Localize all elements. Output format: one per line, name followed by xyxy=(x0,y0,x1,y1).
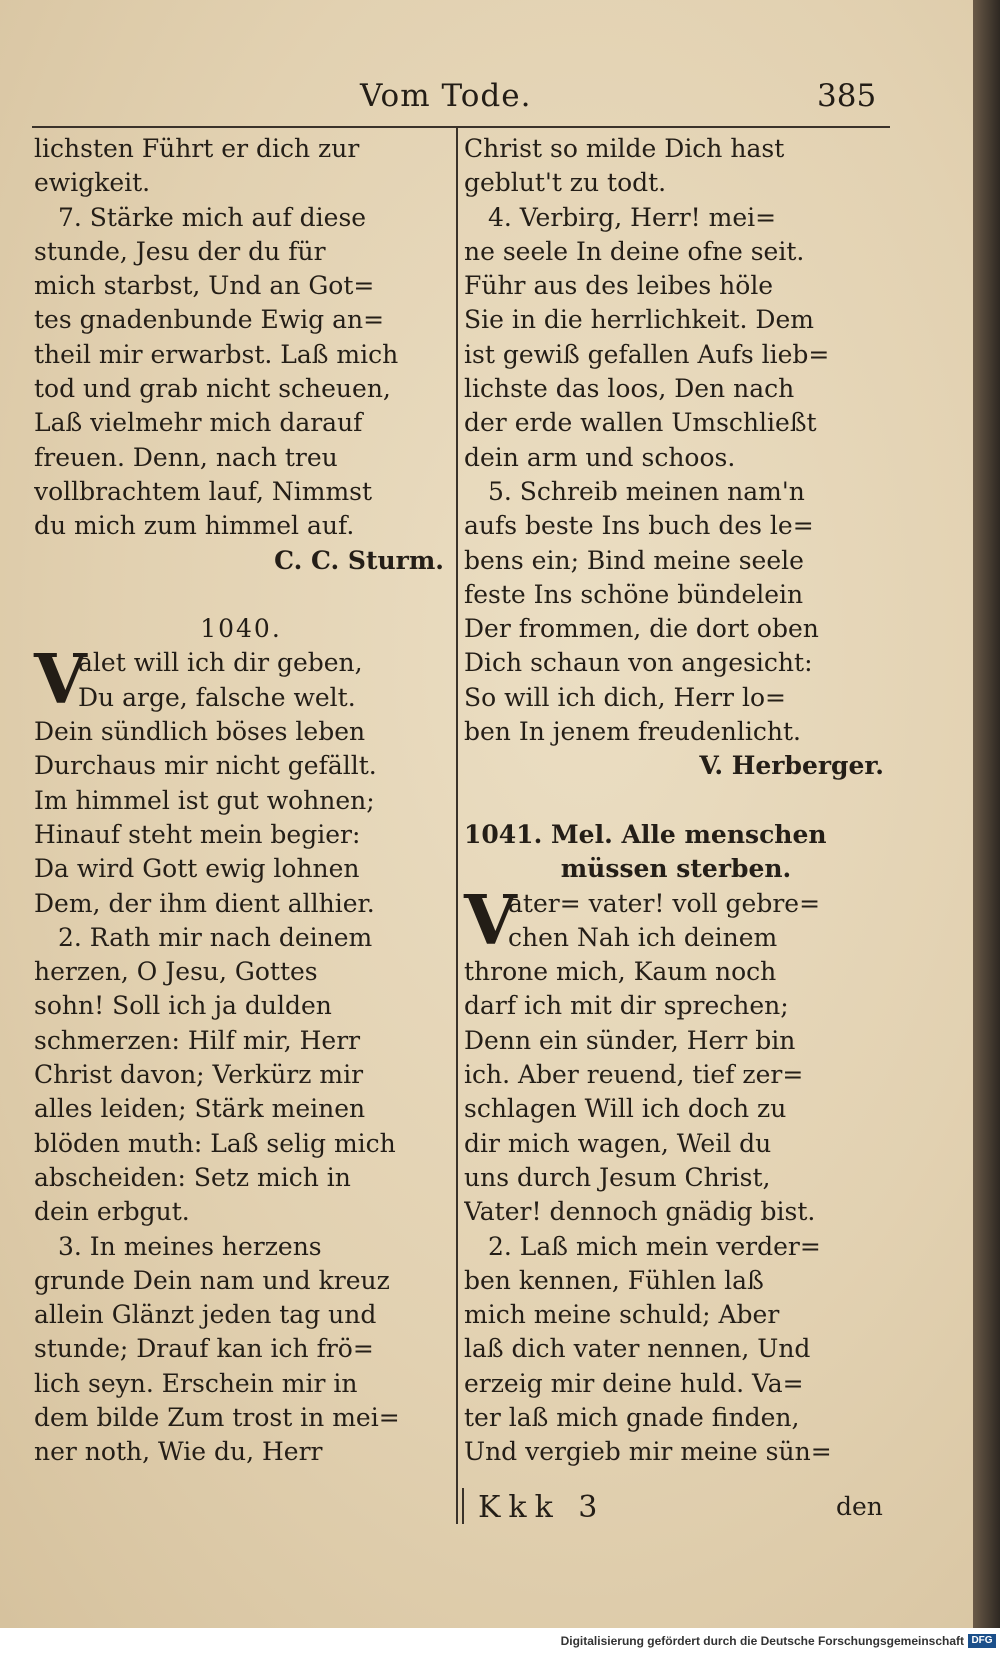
right-column xyxy=(464,132,888,1470)
hymn-heading: 1041. Mel. Alle menschen xyxy=(464,819,827,849)
text-line: aufs beste Ins buch des le= xyxy=(464,511,814,541)
verse-start: 7. Stärke mich auf diese xyxy=(58,202,367,232)
text-line: Dich schaun von angesicht: xyxy=(464,648,813,678)
text-line: Du arge, falsche welt. xyxy=(78,682,356,712)
text-line: ben In jenem freudenlicht. xyxy=(464,717,801,747)
verse-start: 2. Laß mich mein verder= xyxy=(488,1231,821,1261)
text-line: Vater! dennoch gnädig bist. xyxy=(464,1197,816,1227)
text-line: alet will ich dir geben, xyxy=(78,648,363,678)
text-line: lichste das loos, Den nach xyxy=(464,374,795,404)
text-line: ater= vater! voll gebre= xyxy=(508,888,821,918)
text-line: lichsten Führt er dich zur xyxy=(34,134,360,163)
text-line: chen Nah ich deinem xyxy=(508,922,778,952)
text-line: Dein sündlich böses leben xyxy=(34,717,366,747)
text-line: Da wird Gott ewig lohnen xyxy=(34,854,360,884)
text-line: stunde; Drauf kan ich frö= xyxy=(34,1334,374,1364)
text-line: uns durch Jesum Christ, xyxy=(464,1162,771,1192)
text-line: erzeig mir deine huld. Va= xyxy=(464,1368,804,1398)
drop-cap: V xyxy=(464,880,517,961)
page-edge-shadow xyxy=(973,0,1000,1628)
hymn-number: 1040. xyxy=(200,614,282,644)
text-line: dem bilde Zum trost in mei= xyxy=(34,1402,400,1432)
text-line: ben kennen, Fühlen laß xyxy=(464,1265,764,1295)
text-line: darf ich mit dir sprechen; xyxy=(464,991,789,1021)
text-line: theil mir erwarbst. Laß mich xyxy=(34,339,399,369)
text-line: Und vergieb mir meine sün= xyxy=(464,1437,832,1467)
text-line: dein arm und schoos. xyxy=(464,442,736,472)
text-line: stunde, Jesu der du für xyxy=(34,236,326,266)
text-line: throne mich, Kaum noch xyxy=(464,957,777,987)
left-column xyxy=(34,132,448,1470)
text-line: herzen, O Jesu, Gottes xyxy=(34,957,318,987)
text-line: ich. Aber reuend, tief zer= xyxy=(464,1060,804,1090)
text-line: ewigkeit. xyxy=(34,168,151,198)
author-signature: V. Herberger. xyxy=(699,751,884,781)
text-line: Durchaus mir nicht gefällt. xyxy=(34,751,377,781)
text-line: So will ich dich, Herr lo= xyxy=(464,682,786,712)
text-line: laß dich vater nennen, Und xyxy=(464,1334,811,1364)
text-line: du mich zum himmel auf. xyxy=(34,511,355,541)
running-head-title: Vom Tode. xyxy=(360,78,532,114)
text-line: alles leiden; Stärk meinen xyxy=(34,1094,366,1124)
text-line: ner noth, Wie du, Herr xyxy=(34,1437,323,1467)
author-signature: C. C. Sturm. xyxy=(274,545,444,575)
text-line: Laß vielmehr mich darauf xyxy=(34,408,363,438)
text-line: mich meine schuld; Aber xyxy=(464,1300,780,1330)
footer-bar xyxy=(0,1628,1000,1656)
text-line: Denn ein sünder, Herr bin xyxy=(464,1025,796,1055)
verse-start: 5. Schreib meinen nam'n xyxy=(488,476,805,506)
text-line: ist gewiß gefallen Aufs lieb= xyxy=(464,339,830,369)
text-line: Im himmel ist gut wohnen; xyxy=(34,785,375,815)
text-line: ne seele In deine ofne seit. xyxy=(464,236,805,266)
text-line: vollbrachtem lauf, Nimmst xyxy=(34,476,373,506)
text-line: Der frommen, die dort oben xyxy=(464,614,819,644)
text-line: Hinauf steht mein begier: xyxy=(34,819,361,849)
text-line: feste Ins schöne bündelein xyxy=(464,579,804,609)
text-line: freuen. Denn, nach treu xyxy=(34,442,338,472)
column-divider xyxy=(456,128,458,1524)
header-rule xyxy=(32,126,890,128)
text-line: geblut't zu todt. xyxy=(464,168,667,198)
signature-mark: Kkk 3 xyxy=(478,1490,606,1525)
column-divider-tail xyxy=(462,1488,464,1524)
text-line: lich seyn. Erschein mir in xyxy=(34,1368,358,1398)
text-line: Christ so milde Dich hast xyxy=(464,134,785,163)
text-line: schlagen Will ich doch zu xyxy=(464,1094,787,1124)
dfg-logo: DFG xyxy=(968,1634,996,1648)
verse-start: 3. In meines herzens xyxy=(58,1231,322,1261)
text-line: Sie in die herrlichkeit. Dem xyxy=(464,305,814,335)
text-line: tes gnadenbunde Ewig an= xyxy=(34,305,385,335)
text-line: sohn! Soll ich ja dulden xyxy=(34,991,332,1021)
funding-credit: Digitalisierung gefördert durch die Deutsche Forschungsgemeinschaft xyxy=(560,1634,964,1648)
hymn-opening xyxy=(464,880,888,961)
drop-cap: V xyxy=(34,640,87,721)
hymn-heading: müssen sterben. xyxy=(560,854,792,884)
page-number: 385 xyxy=(817,78,877,114)
text-line: der erde wallen Umschließt xyxy=(464,408,817,438)
text-line: blöden muth: Laß selig mich xyxy=(34,1128,396,1158)
verse-start: 4. Verbirg, Herr! mei= xyxy=(488,202,777,232)
text-line: schmerzen: Hilf mir, Herr xyxy=(34,1025,361,1055)
hymn-opening xyxy=(34,640,448,721)
text-line: mich starbst, Und an Got= xyxy=(34,271,375,301)
text-line: Dem, der ihm dient allhier. xyxy=(34,888,375,918)
text-line: bens ein; Bind meine seele xyxy=(464,545,804,575)
text-line: dir mich wagen, Weil du xyxy=(464,1128,772,1158)
text-line: Christ davon; Verkürz mir xyxy=(34,1060,364,1090)
text-line: grunde Dein nam und kreuz xyxy=(34,1265,390,1295)
text-line: ter laß mich gnade finden, xyxy=(464,1402,800,1432)
text-line: abscheiden: Setz mich in xyxy=(34,1162,351,1192)
text-line: dein erbgut. xyxy=(34,1197,190,1227)
text-line: tod und grab nicht scheuen, xyxy=(34,374,391,404)
text-line: allein Glänzt jeden tag und xyxy=(34,1300,377,1330)
catchword: den xyxy=(836,1492,883,1521)
verse-start: 2. Rath mir nach deinem xyxy=(58,922,373,952)
text-line: Führ aus des leibes höle xyxy=(464,271,774,301)
